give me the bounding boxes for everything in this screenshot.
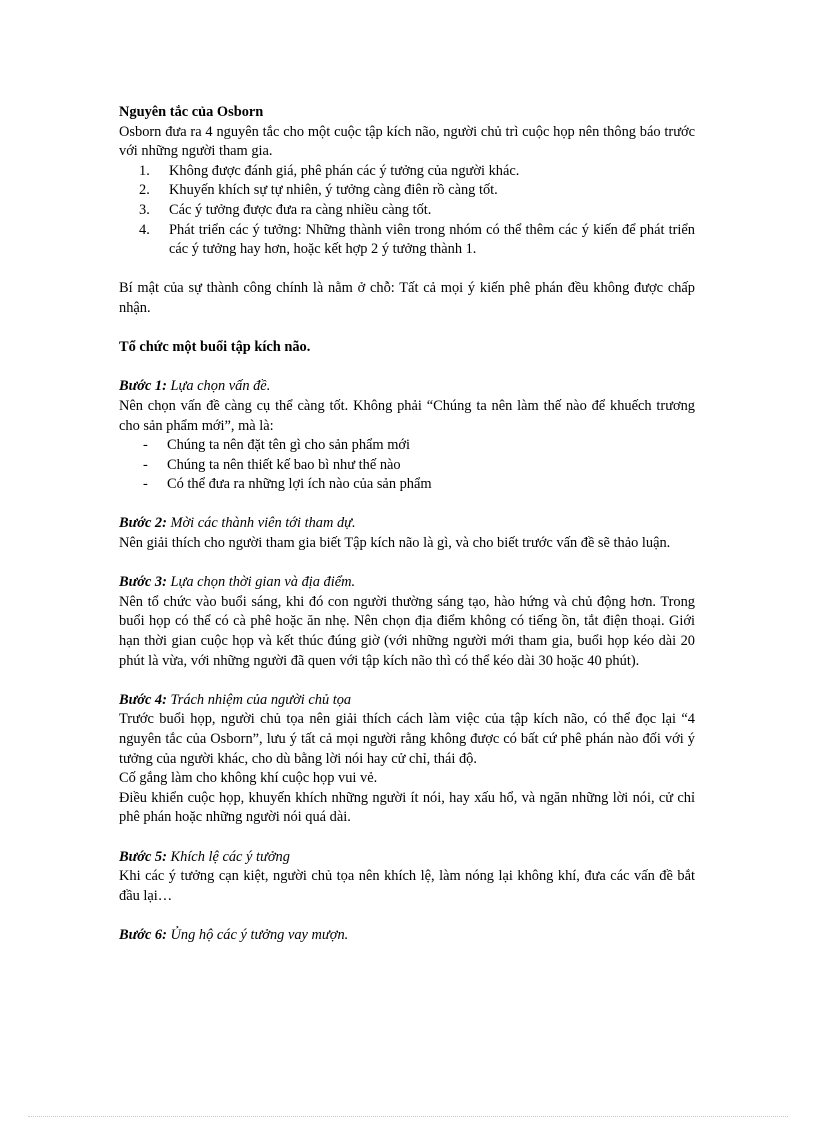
list-item (139, 221, 695, 260)
spacer (119, 828, 695, 848)
list-item-text: Chúng ta nên đặt tên gì cho sản phẩm mới (167, 437, 411, 454)
list-item (139, 201, 695, 221)
step-label: Bước 2: (119, 515, 167, 532)
step-3-title (119, 573, 695, 593)
list-item (139, 162, 695, 182)
list-item (139, 181, 695, 201)
spacer (119, 260, 695, 280)
list-item-text: Có thể đưa ra những lợi ích nào của sản phẩm (167, 476, 432, 493)
step-label: Bước 1: (119, 378, 167, 395)
step-2-title (119, 514, 695, 534)
step-label: Bước 6: (119, 926, 167, 943)
step-4-body-2: Cố gắng làm cho không khí cuộc họp vui vẻ. (119, 770, 378, 787)
list-item-text: Khuyến khích sự tự nhiên, ý tưởng càng điên rồ càng tốt. (169, 182, 498, 199)
dash-bullet: - (143, 476, 148, 493)
spacer (119, 319, 695, 339)
step-heading: Khích lệ các ý tưởng (166, 848, 290, 865)
spacer (119, 671, 695, 691)
step-label: Bước 3: (119, 574, 167, 591)
list-item-text: Chúng ta nên thiết kế bao bì như thế nào (167, 456, 401, 473)
step-heading: Ủng hộ các ý tưởng vay mượn. (166, 926, 349, 943)
step-5-title (119, 848, 695, 868)
list-number: 1. (139, 162, 150, 179)
step-label: Bước 5: (119, 848, 167, 865)
step-heading: Mời các thành viên tới tham dự. (166, 515, 356, 532)
spacer (119, 495, 695, 515)
list-number: 3. (139, 201, 150, 218)
step-5-body: Khi các ý tưởng cạn kiệt, người chủ tọa nên khích lệ, làm nóng lại không khí, đưa các vấn đề bắt đầu lại… (119, 868, 695, 904)
list-item-text: Phát triển các ý tưởng: Những thành viên trong nhóm có thể thêm các ý kiến để phát triển các ý tưởng hay hơn, hoặc kết hợp 2 ý tưởng thành 1. (169, 221, 695, 258)
list-number: 4. (139, 221, 150, 238)
step-label: Bước 4: (119, 691, 167, 708)
step-heading: Lựa chọn vấn đề. (166, 378, 271, 395)
dash-bullet: - (143, 437, 148, 454)
dash-bullet: - (143, 456, 148, 473)
step-6-title (119, 926, 695, 946)
list-item-text: Các ý tưởng được đưa ra càng nhiều càng tốt. (169, 201, 432, 218)
spacer (119, 358, 695, 378)
step-2-body: Nên giải thích cho người tham gia biết Tập kích não là gì, và cho biết trước vấn đề sẽ thảo luận. (119, 535, 671, 552)
step-heading: Lựa chọn thời gian và địa điểm. (166, 574, 356, 591)
list-item-text: Không được đánh giá, phê phán các ý tưởng của người khác. (169, 162, 520, 179)
osborn-intro: Osborn đưa ra 4 nguyên tắc cho một cuộc tập kích não, người chủ trì cuộc họp nên thông báo trước với những người tham gia. (119, 123, 695, 160)
step-1-title (119, 377, 695, 397)
step-4-body: Trước buổi họp, người chủ tọa nên giải thích cách làm việc của tập kích não, có thể đọc lại “4 nguyên tắc của Osborn”, lưu ý tất cả mọi người rằng không được có bất cứ phê phán nào đối với ý tưởng của người khác, cho dù bằng lời nói hay cử chỉ, thái độ. (119, 711, 695, 767)
section-title-osborn: Nguyên tắc của Osborn (119, 104, 264, 120)
step-3-body: Nên tổ chức vào buổi sáng, khi đó con người thường sáng tạo, hào hứng và chủ động hơn. Trong buổi họp có thể có cà phê hoặc ăn nhẹ. Nên chọn địa điểm không có tiếng ồn, tắt điện thoại. Giới hạn thời gian cuộc họp và kết thúc đúng giờ (với những người mới tham gia, buổi họp kéo dài 20 phút là vừa, với những người đã quen với tập kích não thì có thể kéo dài 30 hoặc 40 phút). (119, 593, 695, 669)
secret-paragraph: Bí mật của sự thành công chính là nằm ở chỗ: Tất cả mọi ý kiến phê phán đều không được chấp nhận. (119, 280, 695, 316)
step-heading: Trách nhiệm của người chủ tọa (166, 691, 352, 708)
list-item (119, 456, 695, 476)
section-title-organize: Tổ chức một buổi tập kích não. (119, 339, 311, 356)
page-bottom-divider (28, 1116, 788, 1117)
step-1-body: Nên chọn vấn đề càng cụ thể càng tốt. Không phải “Chúng ta nên làm thế nào để khuếch trương cho sản phẩm mới”, mà là: (119, 397, 695, 434)
step-1-bullets (119, 436, 695, 495)
list-number: 2. (139, 182, 150, 199)
step-4-body-3: Điều khiển cuộc họp, khuyến khích những người ít nói, hay xấu hổ, và ngăn những lời nói, cử chỉ phê phán hoặc những người nói quá dài. (119, 789, 695, 826)
list-item (119, 436, 695, 456)
spacer (119, 906, 695, 926)
document-page (119, 103, 695, 946)
spacer (119, 554, 695, 574)
step-4-title (119, 691, 695, 711)
list-item (119, 475, 695, 495)
osborn-rules-list (119, 162, 695, 260)
